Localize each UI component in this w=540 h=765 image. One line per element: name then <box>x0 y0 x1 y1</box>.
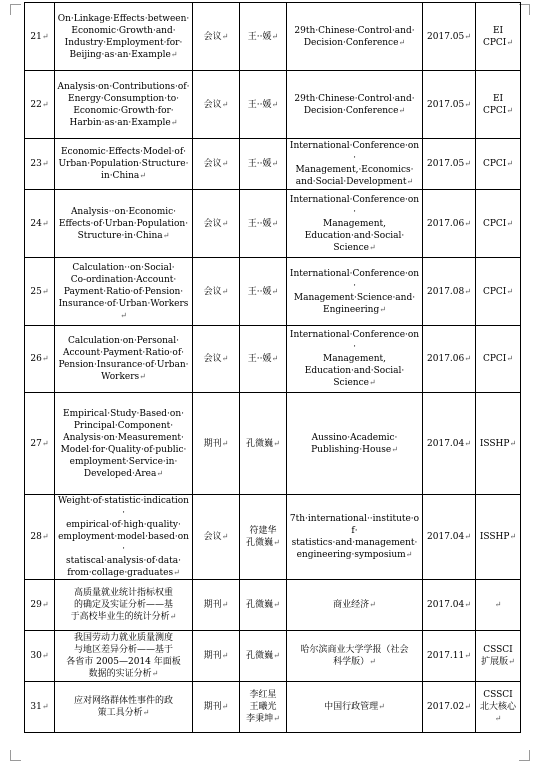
paragraph-mark-icon: ↵ <box>379 304 386 314</box>
publish-date <box>423 139 476 190</box>
row-number-line: 26 <box>30 354 42 364</box>
table-row <box>25 580 521 631</box>
row-number-line: 29 <box>30 600 42 610</box>
paper-title-line: Model·for·Quality·of·public· <box>60 444 187 455</box>
paragraph-mark-icon: ↵ <box>509 532 517 541</box>
publish-date-line: 2017.06 <box>427 218 465 229</box>
row-number-line: 23 <box>30 159 42 169</box>
paragraph-mark-icon: ↵ <box>464 159 471 168</box>
venue-name <box>287 71 423 139</box>
index-category-line: CPCI <box>482 159 507 169</box>
index-category-line: ISSHP <box>479 438 510 449</box>
paragraph-mark-icon: ↵ <box>406 177 414 186</box>
paragraph-mark-icon: ↵ <box>506 286 514 296</box>
venue-name-line: Education·and·Social· <box>304 230 405 241</box>
venue-name-line: International·Conference·on· <box>289 330 420 352</box>
venue-name-line: 哈尔滨商业大学学报（社会 <box>300 645 409 655</box>
page-corner-mark <box>10 750 21 761</box>
publish-date-line: 2017.04 <box>427 600 465 610</box>
row-number <box>25 393 55 495</box>
paragraph-mark-icon: ↵ <box>139 372 146 381</box>
publication-type <box>193 3 240 71</box>
paper-title-line: empirical·of·high·quality· <box>66 520 181 530</box>
paper-title-line: Industry·Employment·for· <box>64 37 183 48</box>
venue-name-line: Management, <box>323 354 386 364</box>
paper-title-line: 各省市 2005—2014 年面板 <box>66 657 181 667</box>
publication-type <box>193 580 240 631</box>
paragraph-mark-icon: ↵ <box>162 230 170 240</box>
index-category <box>476 495 521 580</box>
venue-name-line: statistics·and·management· <box>291 538 418 548</box>
row-number-line: 31 <box>30 702 42 712</box>
paper-title <box>55 495 193 580</box>
row-number-line: 30 <box>30 651 42 661</box>
venue-name-line: Aussino·Academic· <box>311 432 398 443</box>
index-category-line: CPCI <box>482 218 507 229</box>
venue-name-line: Management,·Economics· <box>295 165 414 175</box>
publication-type-line: 会议 <box>203 218 222 229</box>
index-category-line: CPCI <box>482 37 507 48</box>
paragraph-mark-icon: ↵ <box>41 532 49 541</box>
paper-title-line: 应对网络群体性事件的政 <box>73 696 173 706</box>
paper-title-line: Payment·Ratio·of·Pension· <box>63 286 184 297</box>
publication-type-line: 期刊 <box>203 651 222 661</box>
paragraph-mark-icon: ↵ <box>464 651 471 660</box>
author-name-line: 王曦光 <box>249 702 277 712</box>
paper-title-line: Empirical·Study·Based·on· <box>63 408 184 419</box>
publication-type <box>193 326 240 393</box>
paragraph-mark-icon: ↵ <box>41 218 49 228</box>
paper-title-line: Economic·Growth·and· <box>71 25 176 36</box>
paragraph-mark-icon: ↵ <box>41 600 49 609</box>
paragraph-mark-icon: ↵ <box>142 708 150 717</box>
paper-title-line: Effects·of·Urban·Population· <box>58 218 189 229</box>
paragraph-mark-icon: ↵ <box>271 218 279 228</box>
paper-title <box>55 3 193 71</box>
paragraph-mark-icon: ↵ <box>41 159 49 168</box>
paragraph-mark-icon: ↵ <box>221 438 229 448</box>
paper-title-line: Calculation·on·Personal· <box>67 336 180 346</box>
paragraph-mark-icon: ↵ <box>271 159 279 168</box>
row-number-line: 28 <box>30 532 42 542</box>
row-number <box>25 190 55 258</box>
index-category-line: EI <box>492 25 504 36</box>
venue-name-line: Decision·Conference <box>303 37 399 48</box>
publish-date <box>423 631 476 682</box>
publish-date-line: 2017.05 <box>427 99 465 110</box>
paragraph-mark-icon: ↵ <box>509 438 517 448</box>
publish-date <box>423 580 476 631</box>
index-category <box>476 71 521 139</box>
paper-title-line: Analysis··on·Economic· <box>70 206 177 217</box>
paragraph-mark-icon: ↵ <box>464 600 471 609</box>
paper-title-line: Insurance·of·Urban·Workers <box>58 298 189 309</box>
paper-title-line: Weight·of·statistic·indication· <box>58 496 189 518</box>
index-category-line: CPCI <box>482 354 507 364</box>
index-category-line: CSSCI <box>483 645 513 655</box>
paragraph-mark-icon: ↵ <box>221 286 229 296</box>
paper-title <box>55 631 193 682</box>
table-row <box>25 71 521 139</box>
index-category <box>476 393 521 495</box>
paper-title-line: Energy·Consumption·to· <box>68 93 179 104</box>
author-name <box>240 190 287 258</box>
table-row <box>25 682 521 733</box>
paragraph-mark-icon: ↵ <box>273 538 280 547</box>
paragraph-mark-icon: ↵ <box>221 218 229 228</box>
paragraph-mark-icon: ↵ <box>506 354 514 363</box>
author-name-line: 孔微巍 <box>246 600 274 610</box>
paper-title-line: Account·Payment·Ratio·of· <box>62 348 185 358</box>
paragraph-mark-icon: ↵ <box>170 117 178 127</box>
paragraph-mark-icon: ↵ <box>378 702 385 711</box>
paper-title <box>55 139 193 190</box>
paragraph-mark-icon: ↵ <box>506 159 514 168</box>
paper-title-line: 我国劳动力就业质量测度 <box>73 633 173 643</box>
paragraph-mark-icon: ↵ <box>221 31 229 41</box>
index-category <box>476 190 521 258</box>
author-name-line: 李秉坤 <box>246 714 274 724</box>
publication-type <box>193 190 240 258</box>
author-name <box>240 3 287 71</box>
venue-name-line: Management, <box>323 218 386 229</box>
venue-name <box>287 139 423 190</box>
index-category <box>476 631 521 682</box>
author-name-line: 王··媛 <box>247 354 272 364</box>
venue-name-line: Engineering <box>323 304 380 315</box>
paragraph-mark-icon: ↵ <box>368 378 376 387</box>
author-name-line: 孔微巍 <box>246 438 274 449</box>
index-category-line: CPCI <box>482 105 507 116</box>
venue-name-line: International·Conference·on· <box>289 268 420 291</box>
venue-name-line: Management·Science·and· <box>293 292 416 303</box>
paragraph-mark-icon: ↵ <box>41 651 49 660</box>
paper-title <box>55 71 193 139</box>
paper-title-line: 策工具分析 <box>97 708 143 718</box>
paragraph-mark-icon: ↵ <box>398 37 406 47</box>
paper-title-line: employment·model·based·on· <box>58 532 189 554</box>
publish-date-line: 2017.04 <box>427 532 465 542</box>
author-name-line: 孔微巍 <box>246 651 274 661</box>
paragraph-mark-icon: ↵ <box>221 600 229 609</box>
author-name-line: 王··媛 <box>247 99 272 110</box>
paragraph-mark-icon: ↵ <box>464 218 471 228</box>
index-category <box>476 682 521 733</box>
row-number <box>25 71 55 139</box>
paragraph-mark-icon: ↵ <box>151 669 159 678</box>
paragraph-mark-icon: ↵ <box>41 99 49 109</box>
author-name-line: 王··媛 <box>247 159 272 169</box>
index-category <box>476 139 521 190</box>
publish-date <box>423 258 476 326</box>
paragraph-mark-icon: ↵ <box>464 702 471 711</box>
paragraph-mark-icon: ↵ <box>271 99 279 109</box>
table-row <box>25 258 521 326</box>
author-name-line: 孔微巍 <box>246 538 274 548</box>
paragraph-mark-icon: ↵ <box>464 31 471 41</box>
paragraph-mark-icon: ↵ <box>506 105 514 115</box>
author-name <box>240 326 287 393</box>
index-category <box>476 580 521 631</box>
paragraph-mark-icon: ↵ <box>273 600 280 609</box>
paragraph-mark-icon: ↵ <box>391 444 398 454</box>
venue-name <box>287 631 423 682</box>
publish-date-line: 2017.08 <box>427 286 465 297</box>
paragraph-mark-icon: ↵ <box>464 99 471 109</box>
venue-name-line: International·Conference·on· <box>289 194 420 217</box>
author-name-line: 王··媛 <box>247 286 272 297</box>
paragraph-mark-icon: ↵ <box>221 159 229 168</box>
row-number-line: 22 <box>30 99 42 110</box>
index-category-line: ISSHP <box>479 532 510 542</box>
paper-title-line: Harbin·as·an·Example <box>69 117 171 128</box>
paragraph-mark-icon: ↵ <box>506 218 514 228</box>
paper-title <box>55 258 193 326</box>
publication-type <box>193 393 240 495</box>
row-number <box>25 495 55 580</box>
venue-name <box>287 393 423 495</box>
paper-title-line: from·collage·graduates <box>67 568 174 578</box>
index-category-line: CPCI <box>482 286 507 297</box>
publish-date <box>423 71 476 139</box>
index-category-line: 扩展版 <box>481 657 509 667</box>
publish-date <box>423 393 476 495</box>
publish-date <box>423 682 476 733</box>
row-number <box>25 3 55 71</box>
author-name <box>240 682 287 733</box>
author-name-line: 李红星 <box>249 690 277 700</box>
row-number <box>25 682 55 733</box>
venue-name <box>287 326 423 393</box>
publish-date-line: 2017.04 <box>427 438 465 449</box>
paper-title-line: 与地区差异分析——基于 <box>73 645 173 655</box>
row-number-line: 27 <box>30 438 42 449</box>
author-name <box>240 580 287 631</box>
paragraph-mark-icon: ↵ <box>41 702 49 711</box>
paper-title-line: Calculation··on·Social· <box>72 262 175 273</box>
index-category <box>476 326 521 393</box>
venue-name-line: Education·and·Social· <box>304 366 405 376</box>
paper-title <box>55 393 193 495</box>
paragraph-mark-icon: ↵ <box>221 99 229 109</box>
paper-title-line: 的确定及实证分析——基 <box>73 600 173 610</box>
paper-title-line: 高质量就业统计指标权重 <box>73 588 173 598</box>
row-number <box>25 139 55 190</box>
venue-name-line: Science <box>333 378 369 388</box>
publication-type <box>193 258 240 326</box>
index-category-line: EI <box>492 93 504 104</box>
paragraph-mark-icon: ↵ <box>221 532 229 541</box>
paragraph-mark-icon: ↵ <box>271 31 279 41</box>
paper-title-line: Economic·Effects·Model·of· <box>60 147 187 157</box>
row-number <box>25 258 55 326</box>
paragraph-mark-icon: ↵ <box>464 532 471 541</box>
paragraph-mark-icon: ↵ <box>139 171 146 180</box>
paragraph-mark-icon: ↵ <box>170 49 178 59</box>
publication-type-line: 会议 <box>203 99 222 110</box>
paragraph-mark-icon: ↵ <box>221 702 229 711</box>
paragraph-mark-icon: ↵ <box>369 657 376 666</box>
paper-title-line: Beijing·as·an·Example <box>69 49 171 60</box>
paper-title-line: On·Linkage·Effects·between· <box>57 13 190 24</box>
paper-title-line: Structure·in·China <box>77 230 163 241</box>
paper-title <box>55 326 193 393</box>
page-corner-mark <box>519 750 530 761</box>
paper-title-line: 于高校毕业生的统计分析 <box>70 612 170 622</box>
row-number-line: 24 <box>30 218 42 229</box>
row-number <box>25 580 55 631</box>
paragraph-mark-icon: ↵ <box>221 651 229 660</box>
publication-type <box>193 71 240 139</box>
author-name <box>240 495 287 580</box>
row-number-line: 25 <box>30 286 42 297</box>
paragraph-mark-icon: ↵ <box>271 354 279 363</box>
table-row <box>25 326 521 393</box>
venue-name-line: International·Conference·on· <box>289 141 420 163</box>
venue-name-line: 29th·Chinese·Control·and· <box>294 25 415 36</box>
paper-title-line: Developed·Area <box>83 468 157 479</box>
publication-type-line: 期刊 <box>203 438 222 449</box>
table-row <box>25 190 521 258</box>
paper-title-line: in·China <box>101 171 140 181</box>
paper-title-line: Analysis·on·Contributions·of· <box>57 81 190 92</box>
index-category-line: CSSCI <box>483 690 513 700</box>
venue-name-line: Science <box>333 242 369 253</box>
author-name-line: 王··媛 <box>247 218 272 229</box>
venue-name-line: 科学版） <box>333 657 370 667</box>
venue-name-line: and·Social·Development <box>295 177 407 187</box>
publication-type-line: 会议 <box>203 286 222 297</box>
venue-name-line: 中国行政管理 <box>324 702 379 712</box>
publication-table <box>24 2 521 733</box>
row-number <box>25 631 55 682</box>
table-row <box>25 631 521 682</box>
venue-name <box>287 495 423 580</box>
venue-name <box>287 580 423 631</box>
author-name <box>240 71 287 139</box>
publish-date <box>423 3 476 71</box>
publication-type-line: 会议 <box>203 159 222 169</box>
page-corner-mark <box>10 4 21 15</box>
row-number-line: 21 <box>30 31 42 42</box>
paragraph-mark-icon: ↵ <box>273 438 280 448</box>
venue-name-line: 7th·international··institute·of· <box>289 514 420 536</box>
paragraph-mark-icon: ↵ <box>173 568 180 577</box>
publication-type <box>193 631 240 682</box>
paper-title-line: Economic·Growth·for· <box>73 105 174 116</box>
venue-name-line: Decision·Conference <box>303 105 399 116</box>
author-name <box>240 258 287 326</box>
paragraph-mark-icon: ↵ <box>41 438 49 448</box>
author-name-line: 符建华 <box>249 526 277 536</box>
paragraph-mark-icon: ↵ <box>156 468 164 478</box>
paper-title-line: Workers <box>101 372 140 382</box>
paper-title-line: employment·Service·in· <box>69 456 178 467</box>
venue-name-line: 商业经济 <box>333 600 370 610</box>
paper-title-line: Pension·Insurance·of·Urban· <box>58 360 189 370</box>
author-name <box>240 139 287 190</box>
publish-date <box>423 326 476 393</box>
table-row <box>25 3 521 71</box>
publish-date-line: 2017.05 <box>427 31 465 42</box>
paper-title-line: Principal·Component· <box>73 420 174 431</box>
paper-title-line: Analysis·on·Measurement· <box>63 432 184 443</box>
venue-name <box>287 190 423 258</box>
publication-type <box>193 139 240 190</box>
author-name <box>240 631 287 682</box>
venue-name <box>287 3 423 71</box>
table-row <box>25 139 521 190</box>
publish-date <box>423 190 476 258</box>
paragraph-mark-icon: ↵ <box>273 651 280 660</box>
author-name-line: 王··媛 <box>247 31 272 42</box>
paper-title-line: Urban·Population·Structure· <box>58 159 189 169</box>
publication-type-line: 会议 <box>203 354 222 364</box>
table-row <box>25 495 521 580</box>
index-category <box>476 3 521 71</box>
index-category-line: 北大核心 <box>479 702 516 712</box>
paragraph-mark-icon: ↵ <box>464 286 471 296</box>
table-row <box>25 393 521 495</box>
venue-name-line: 29th·Chinese·Control·and· <box>294 93 415 104</box>
publish-date-line: 2017.06 <box>427 354 465 364</box>
publication-type <box>193 682 240 733</box>
paragraph-mark-icon: ↵ <box>494 600 502 609</box>
paragraph-mark-icon: ↵ <box>464 354 471 363</box>
publish-date-line: 2017.02 <box>427 702 465 712</box>
publication-type-line: 期刊 <box>203 702 222 712</box>
paragraph-mark-icon: ↵ <box>120 310 127 320</box>
row-number <box>25 326 55 393</box>
publication-type <box>193 495 240 580</box>
publish-date-line: 2017.11 <box>427 651 465 661</box>
paragraph-mark-icon: ↵ <box>494 714 502 723</box>
publication-type-line: 会议 <box>203 532 222 542</box>
paragraph-mark-icon: ↵ <box>369 600 376 609</box>
venue-name-line: Publishing·House <box>311 444 392 455</box>
paragraph-mark-icon: ↵ <box>169 612 177 621</box>
paragraph-mark-icon: ↵ <box>41 286 49 296</box>
paper-title <box>55 190 193 258</box>
paragraph-mark-icon: ↵ <box>405 550 413 559</box>
paragraph-mark-icon: ↵ <box>506 37 514 47</box>
publication-type-line: 期刊 <box>203 600 222 610</box>
paper-title-line: 数据的实证分析 <box>88 669 152 679</box>
paper-title-line: Co-ordination·Account· <box>70 274 177 285</box>
venue-name <box>287 682 423 733</box>
paragraph-mark-icon: ↵ <box>273 714 280 723</box>
paper-title-line: statiscal·analysis·of·data· <box>66 556 181 566</box>
publication-type-line: 会议 <box>203 31 222 42</box>
paragraph-mark-icon: ↵ <box>271 286 279 296</box>
paper-title <box>55 580 193 631</box>
paragraph-mark-icon: ↵ <box>41 354 49 363</box>
paragraph-mark-icon: ↵ <box>41 31 49 41</box>
paragraph-mark-icon: ↵ <box>464 438 471 448</box>
venue-name-line: engineering·symposium <box>296 550 406 560</box>
author-name <box>240 393 287 495</box>
paragraph-mark-icon: ↵ <box>221 354 229 363</box>
venue-name <box>287 258 423 326</box>
paragraph-mark-icon: ↵ <box>398 105 406 115</box>
paper-title <box>55 682 193 733</box>
paragraph-mark-icon: ↵ <box>368 242 376 252</box>
publish-date <box>423 495 476 580</box>
index-category <box>476 258 521 326</box>
paragraph-mark-icon: ↵ <box>508 657 515 666</box>
publish-date-line: 2017.05 <box>427 159 465 169</box>
